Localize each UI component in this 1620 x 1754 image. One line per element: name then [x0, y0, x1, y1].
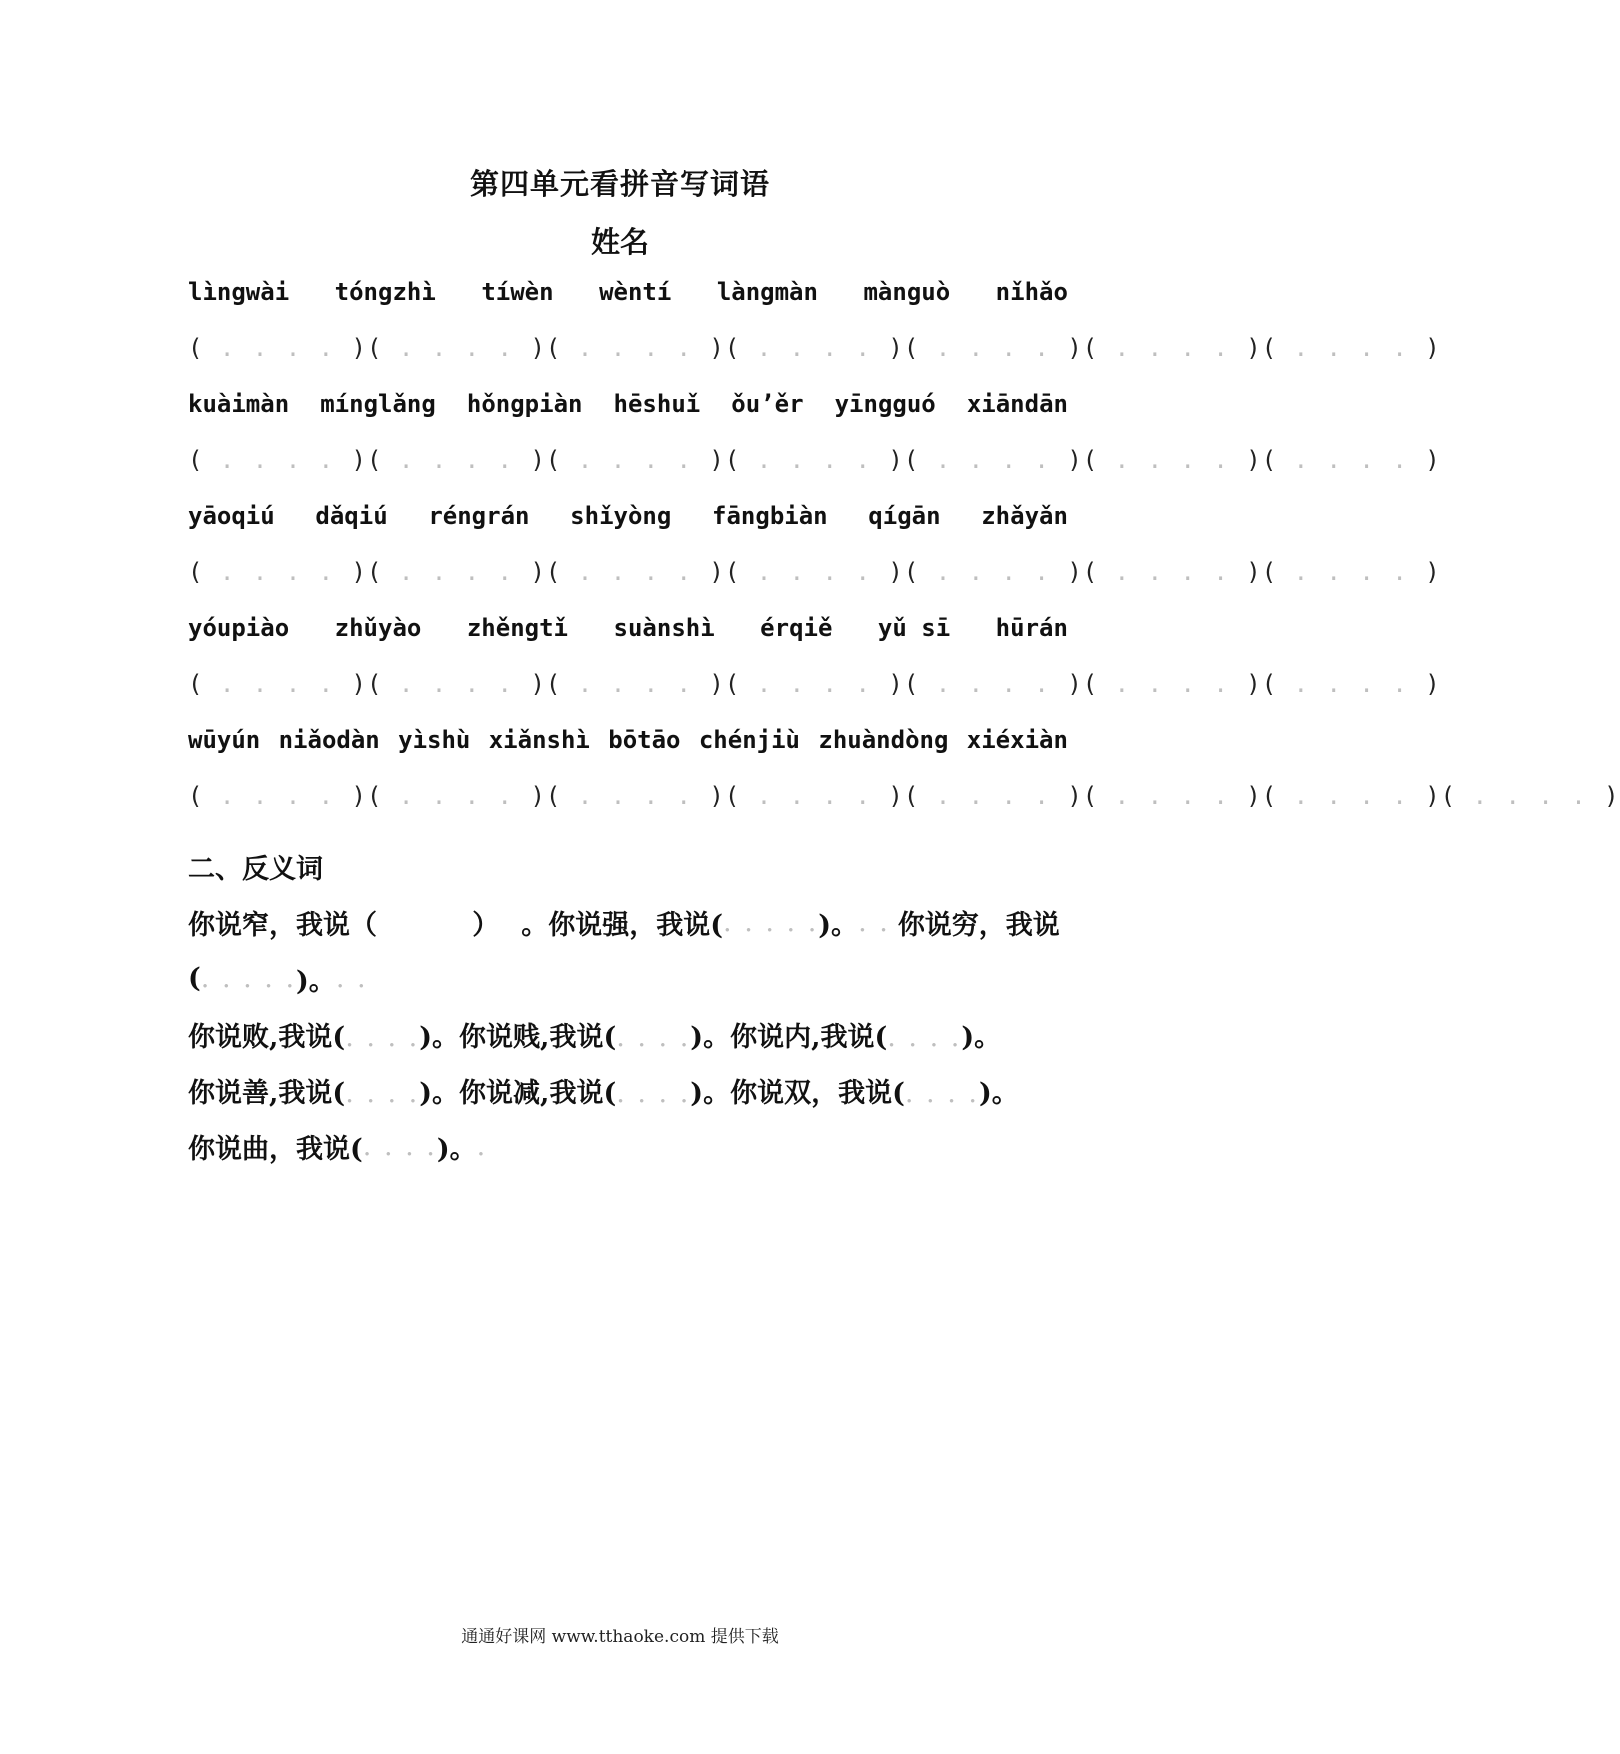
answer-blank[interactable]: . . . .: [616, 1021, 691, 1053]
paren-close: ): [1246, 558, 1262, 586]
paren-open: (: [724, 558, 741, 586]
paren-close: ): [709, 334, 725, 362]
paren-open: (: [1082, 334, 1099, 362]
paren-close: ): [1246, 782, 1262, 810]
paren-open: (: [1082, 782, 1099, 810]
pinyin-word: dǎqiú: [315, 502, 388, 530]
paren-close: ): [1067, 670, 1083, 698]
paren-open: (: [1261, 558, 1278, 586]
pinyin-word: xiǎnshì: [488, 726, 590, 754]
pinyin-word: érqiě: [760, 614, 833, 642]
paren-open: (: [903, 334, 920, 362]
answer-space[interactable]: . . . .: [740, 334, 889, 362]
paren-close: ): [888, 446, 904, 474]
pinyin-word: yāoqiú: [188, 502, 275, 530]
answer-parentheses[interactable]: [188, 446, 367, 502]
antonym-prompt: )。你说贱,我说(: [419, 1021, 617, 1053]
paren-open: (: [545, 670, 562, 698]
answer-space[interactable]: . . . .: [203, 446, 352, 474]
paren-close: ): [1067, 334, 1083, 362]
paren-open: (: [545, 782, 562, 810]
answer-parentheses[interactable]: [188, 670, 367, 726]
answer-space[interactable]: . . . .: [740, 446, 889, 474]
antonym-line: [188, 1006, 1068, 1062]
answer-space[interactable]: . . . .: [919, 670, 1068, 698]
antonym-prompt: )。你说减,我说(: [419, 1077, 617, 1109]
answer-space[interactable]: . . . .: [1098, 782, 1247, 810]
pinyin-word: tíwèn: [481, 278, 554, 306]
paren-open: (: [1082, 446, 1099, 474]
antonym-prompt: )。: [978, 1077, 1019, 1109]
paren-close: ): [1246, 334, 1262, 362]
answer-space[interactable]: . . . .: [203, 558, 352, 586]
answer-space[interactable]: . . . .: [382, 670, 531, 698]
answer-blank-row: [188, 334, 1441, 390]
answer-parentheses[interactable]: [367, 670, 546, 726]
antonym-line: [188, 1062, 1068, 1118]
answer-space[interactable]: . . . .: [561, 782, 710, 810]
answer-blank[interactable]: . . . .: [616, 1077, 691, 1109]
paren-close: ): [1425, 558, 1441, 586]
antonym-prompt: 你说善,我说(: [188, 1077, 346, 1109]
pinyin-word: zhěngtǐ: [466, 614, 569, 642]
paren-close: ): [530, 782, 546, 810]
antonym-prompt: 你说窄，我说（: [188, 909, 377, 941]
paren-open: (: [366, 670, 383, 698]
answer-blank[interactable]: . . . .: [345, 1077, 420, 1109]
antonym-prompt: )。: [818, 909, 859, 941]
paren-open: (: [724, 334, 741, 362]
paren-open: (: [366, 446, 383, 474]
pinyin-row: [188, 502, 1068, 558]
answer-parentheses[interactable]: [1083, 446, 1262, 502]
antonym-prompt: 。你说强，我说(: [521, 909, 724, 941]
paren-open: (: [188, 334, 204, 362]
antonym-prompt: )。你说双，我说(: [690, 1077, 905, 1109]
paren-close: ): [1067, 558, 1083, 586]
answer-space[interactable]: . . . .: [382, 334, 531, 362]
paren-close: ): [888, 558, 904, 586]
paren-open: (: [903, 782, 920, 810]
antonym-prompt: 你说败,我说(: [188, 1021, 346, 1053]
paren-open: (: [188, 558, 204, 586]
pinyin-row: [188, 726, 1068, 782]
pinyin-word: làngmàn: [716, 278, 818, 306]
pinyin-word: wèntí: [599, 278, 672, 306]
pinyin-word: niǎodàn: [278, 726, 380, 754]
antonym-line: [188, 1118, 1068, 1174]
paren-close: ): [530, 670, 546, 698]
answer-blank-row: [188, 782, 1620, 838]
answer-blank-row: [188, 670, 1441, 726]
paren-open: (: [188, 446, 204, 474]
answer-parentheses[interactable]: [725, 670, 904, 726]
pinyin-word: nǐhǎo: [995, 278, 1068, 306]
answer-parentheses[interactable]: [725, 558, 904, 614]
paren-open: (: [366, 558, 383, 586]
antonym-prompt: )。: [436, 1133, 477, 1165]
pinyin-word: yìshù: [398, 726, 471, 754]
paren-open: (: [366, 782, 383, 810]
paren-close: ): [530, 334, 546, 362]
paren-close: ): [351, 334, 367, 362]
antonym-line: [188, 950, 1068, 1006]
answer-space[interactable]: . . . .: [1456, 782, 1605, 810]
pinyin-word: zhǎyǎn: [981, 502, 1068, 530]
answer-space[interactable]: . . . .: [919, 446, 1068, 474]
pinyin-word: kuàimàn: [188, 390, 290, 418]
paren-close: ): [1425, 782, 1441, 810]
answer-space[interactable]: . . . .: [919, 782, 1068, 810]
paren-open: (: [188, 782, 204, 810]
paren-open: (: [1082, 558, 1099, 586]
answer-parentheses[interactable]: [546, 782, 725, 838]
paren-close: ): [351, 782, 367, 810]
paren-open: (: [1082, 670, 1099, 698]
pinyin-word: shǐyòng: [570, 502, 672, 530]
answer-parentheses[interactable]: [367, 558, 546, 614]
answer-space[interactable]: . . . .: [1098, 334, 1247, 362]
paren-open: (: [1261, 782, 1278, 810]
answer-parentheses[interactable]: [1083, 670, 1262, 726]
answer-parentheses[interactable]: [188, 782, 367, 838]
paren-open: (: [724, 782, 741, 810]
paren-close: ): [351, 446, 367, 474]
answer-space[interactable]: . . . .: [1098, 446, 1247, 474]
answer-parentheses[interactable]: [188, 334, 367, 390]
paren-open: (: [724, 446, 741, 474]
paren-close: ): [1425, 446, 1441, 474]
paren-open: (: [545, 558, 562, 586]
answer-blank[interactable]: . . . .: [904, 1077, 979, 1109]
paren-close: ): [1067, 782, 1083, 810]
answer-space[interactable]: . . . .: [1277, 334, 1426, 362]
antonym-prompt: 你说曲，我说(: [188, 1133, 363, 1165]
pinyin-row: [188, 390, 1068, 446]
paren-close: ): [530, 446, 546, 474]
paren-close: ): [1246, 670, 1262, 698]
answer-parentheses[interactable]: [1083, 558, 1262, 614]
answer-blank[interactable]: . . . .: [362, 1130, 437, 1162]
pinyin-word: zhǔyào: [334, 614, 422, 642]
pinyin-word: ǒu’ěr: [731, 390, 804, 418]
answer-parentheses[interactable]: [367, 334, 546, 390]
paren-close: ): [709, 782, 725, 810]
answer-space[interactable]: . . . .: [203, 782, 352, 810]
answer-space[interactable]: . . . .: [561, 334, 710, 362]
pinyin-word: fāngbiàn: [712, 502, 828, 530]
pinyin-word: réngrán: [428, 502, 530, 530]
pinyin-word: xiāndān: [966, 390, 1068, 418]
answer-parentheses[interactable]: [1262, 670, 1441, 726]
answer-space[interactable]: . . . .: [203, 670, 352, 698]
answer-space[interactable]: . . . .: [382, 782, 531, 810]
antonym-line: [188, 894, 1068, 950]
pinyin-word: wūyún: [188, 726, 261, 754]
answer-parentheses[interactable]: [904, 558, 1083, 614]
footer-credit: 通通好课网 www.tthaoke.com 提供下载: [461, 1627, 779, 1647]
paren-open: (: [545, 446, 562, 474]
pinyin-word: tóngzhì: [334, 278, 436, 306]
answer-parentheses[interactable]: [904, 334, 1083, 390]
paren-open: (: [1440, 782, 1457, 810]
paren-close: ): [530, 558, 546, 586]
paren-close: ): [1246, 446, 1262, 474]
pinyin-word: bōtāo: [608, 726, 681, 754]
answer-parentheses[interactable]: [904, 670, 1083, 726]
worksheet-title: 第四单元看拼音写词语: [469, 167, 770, 201]
pinyin-word: suànshì: [613, 614, 715, 642]
answer-space[interactable]: . . . .: [1277, 782, 1426, 810]
answer-parentheses[interactable]: [546, 558, 725, 614]
answer-blank[interactable]: [377, 907, 472, 938]
pinyin-word: yǔ sī: [877, 614, 951, 642]
pinyin-row: [188, 614, 1068, 670]
paren-open: (: [188, 670, 204, 698]
answer-space[interactable]: . . . .: [203, 334, 352, 362]
paren-open: (: [903, 670, 920, 698]
answer-space[interactable]: . . . .: [1277, 446, 1426, 474]
paren-open: (: [1261, 334, 1278, 362]
answer-parentheses[interactable]: [1441, 782, 1620, 838]
paren-open: (: [903, 558, 920, 586]
answer-blank-row: [188, 558, 1441, 614]
answer-space[interactable]: . . . .: [919, 558, 1068, 586]
answer-parentheses[interactable]: [904, 782, 1083, 838]
antonym-prompt: )。你说内,我说(: [690, 1021, 888, 1053]
pinyin-row: [188, 278, 1068, 334]
paren-close: ): [1425, 334, 1441, 362]
name-label: 姓名: [590, 225, 649, 259]
answer-space[interactable]: . . . .: [382, 446, 531, 474]
answer-parentheses[interactable]: [367, 446, 546, 502]
section-heading-antonyms: 二、反义词: [188, 853, 323, 885]
paren-close: ): [1425, 670, 1441, 698]
answer-parentheses[interactable]: [725, 334, 904, 390]
paren-open: (: [366, 334, 383, 362]
pinyin-word: xiéxiàn: [966, 726, 1068, 754]
answer-blank: . .: [858, 906, 890, 938]
paren-close: ): [1604, 782, 1620, 810]
answer-parentheses[interactable]: [546, 670, 725, 726]
pinyin-word: hēshuǐ: [613, 390, 701, 418]
answer-blank[interactable]: . . . . .: [200, 962, 297, 994]
answer-blank: .: [476, 1130, 488, 1162]
answer-blank: . .: [335, 962, 368, 994]
answer-space[interactable]: . . . .: [1098, 670, 1247, 698]
answer-blank-row: [188, 446, 1441, 502]
pinyin-word: qígān: [868, 502, 941, 530]
answer-parentheses[interactable]: [1083, 334, 1262, 390]
answer-space[interactable]: . . . .: [740, 782, 889, 810]
answer-parentheses[interactable]: [1262, 446, 1441, 502]
answer-space[interactable]: . . . .: [740, 670, 889, 698]
answer-space[interactable]: . . . .: [1277, 558, 1426, 586]
paren-close: ): [888, 334, 904, 362]
answer-space[interactable]: . . . .: [561, 446, 710, 474]
antonym-prompt: )。: [296, 965, 336, 997]
paren-close: ): [351, 558, 367, 586]
pinyin-word: zhuàndòng: [818, 726, 949, 754]
paren-close: ): [888, 670, 904, 698]
pinyin-word: yīngguó: [834, 390, 936, 418]
paren-close: ): [888, 782, 904, 810]
worksheet-content: [188, 278, 1620, 1174]
pinyin-word: hǒngpiàn: [466, 390, 583, 418]
paren-open: (: [1261, 446, 1278, 474]
answer-blank[interactable]: . . . . .: [723, 906, 819, 938]
answer-parentheses[interactable]: [725, 782, 904, 838]
answer-parentheses[interactable]: [546, 446, 725, 502]
pinyin-word: chénjiù: [698, 726, 801, 754]
answer-blank[interactable]: . . . .: [887, 1021, 962, 1053]
answer-space[interactable]: . . . .: [919, 334, 1068, 362]
answer-parentheses[interactable]: [1083, 782, 1262, 838]
pinyin-word: lìngwài: [188, 278, 290, 306]
answer-parentheses[interactable]: [1262, 782, 1441, 838]
antonym-prompt: 你说穷，我说: [897, 909, 1060, 941]
paren-open: (: [903, 446, 920, 474]
answer-space[interactable]: . . . .: [561, 670, 710, 698]
paren-close: ): [709, 558, 725, 586]
answer-parentheses[interactable]: [546, 334, 725, 390]
paren-open: (: [545, 334, 562, 362]
answer-space[interactable]: . . . .: [382, 558, 531, 586]
paren-close: ): [709, 446, 725, 474]
antonym-prompt: )。: [961, 1021, 1002, 1053]
answer-parentheses[interactable]: [367, 782, 546, 838]
pinyin-word: mànguò: [863, 278, 951, 306]
paren-close: ): [1067, 446, 1083, 474]
answer-blank[interactable]: . . . .: [345, 1021, 420, 1053]
answer-space[interactable]: . . . .: [1098, 558, 1247, 586]
paren-close: ): [351, 670, 367, 698]
pinyin-word: hūrán: [995, 614, 1068, 642]
pinyin-word: mínglǎng: [320, 390, 436, 418]
answer-parentheses[interactable]: [904, 446, 1083, 502]
antonym-prompt: ）: [472, 909, 500, 941]
answer-parentheses[interactable]: [1262, 334, 1441, 390]
answer-parentheses[interactable]: [188, 558, 367, 614]
paren-open: (: [1261, 670, 1278, 698]
paren-open: (: [724, 670, 741, 698]
pinyin-word: yóupiào: [188, 614, 290, 642]
answer-space[interactable]: . . . .: [1277, 670, 1426, 698]
antonym-prompt: (: [188, 962, 201, 994]
answer-space[interactable]: . . . .: [561, 558, 710, 586]
paren-close: ): [709, 670, 725, 698]
answer-space[interactable]: . . . .: [740, 558, 889, 586]
answer-parentheses[interactable]: [725, 446, 904, 502]
answer-parentheses[interactable]: [1262, 558, 1441, 614]
